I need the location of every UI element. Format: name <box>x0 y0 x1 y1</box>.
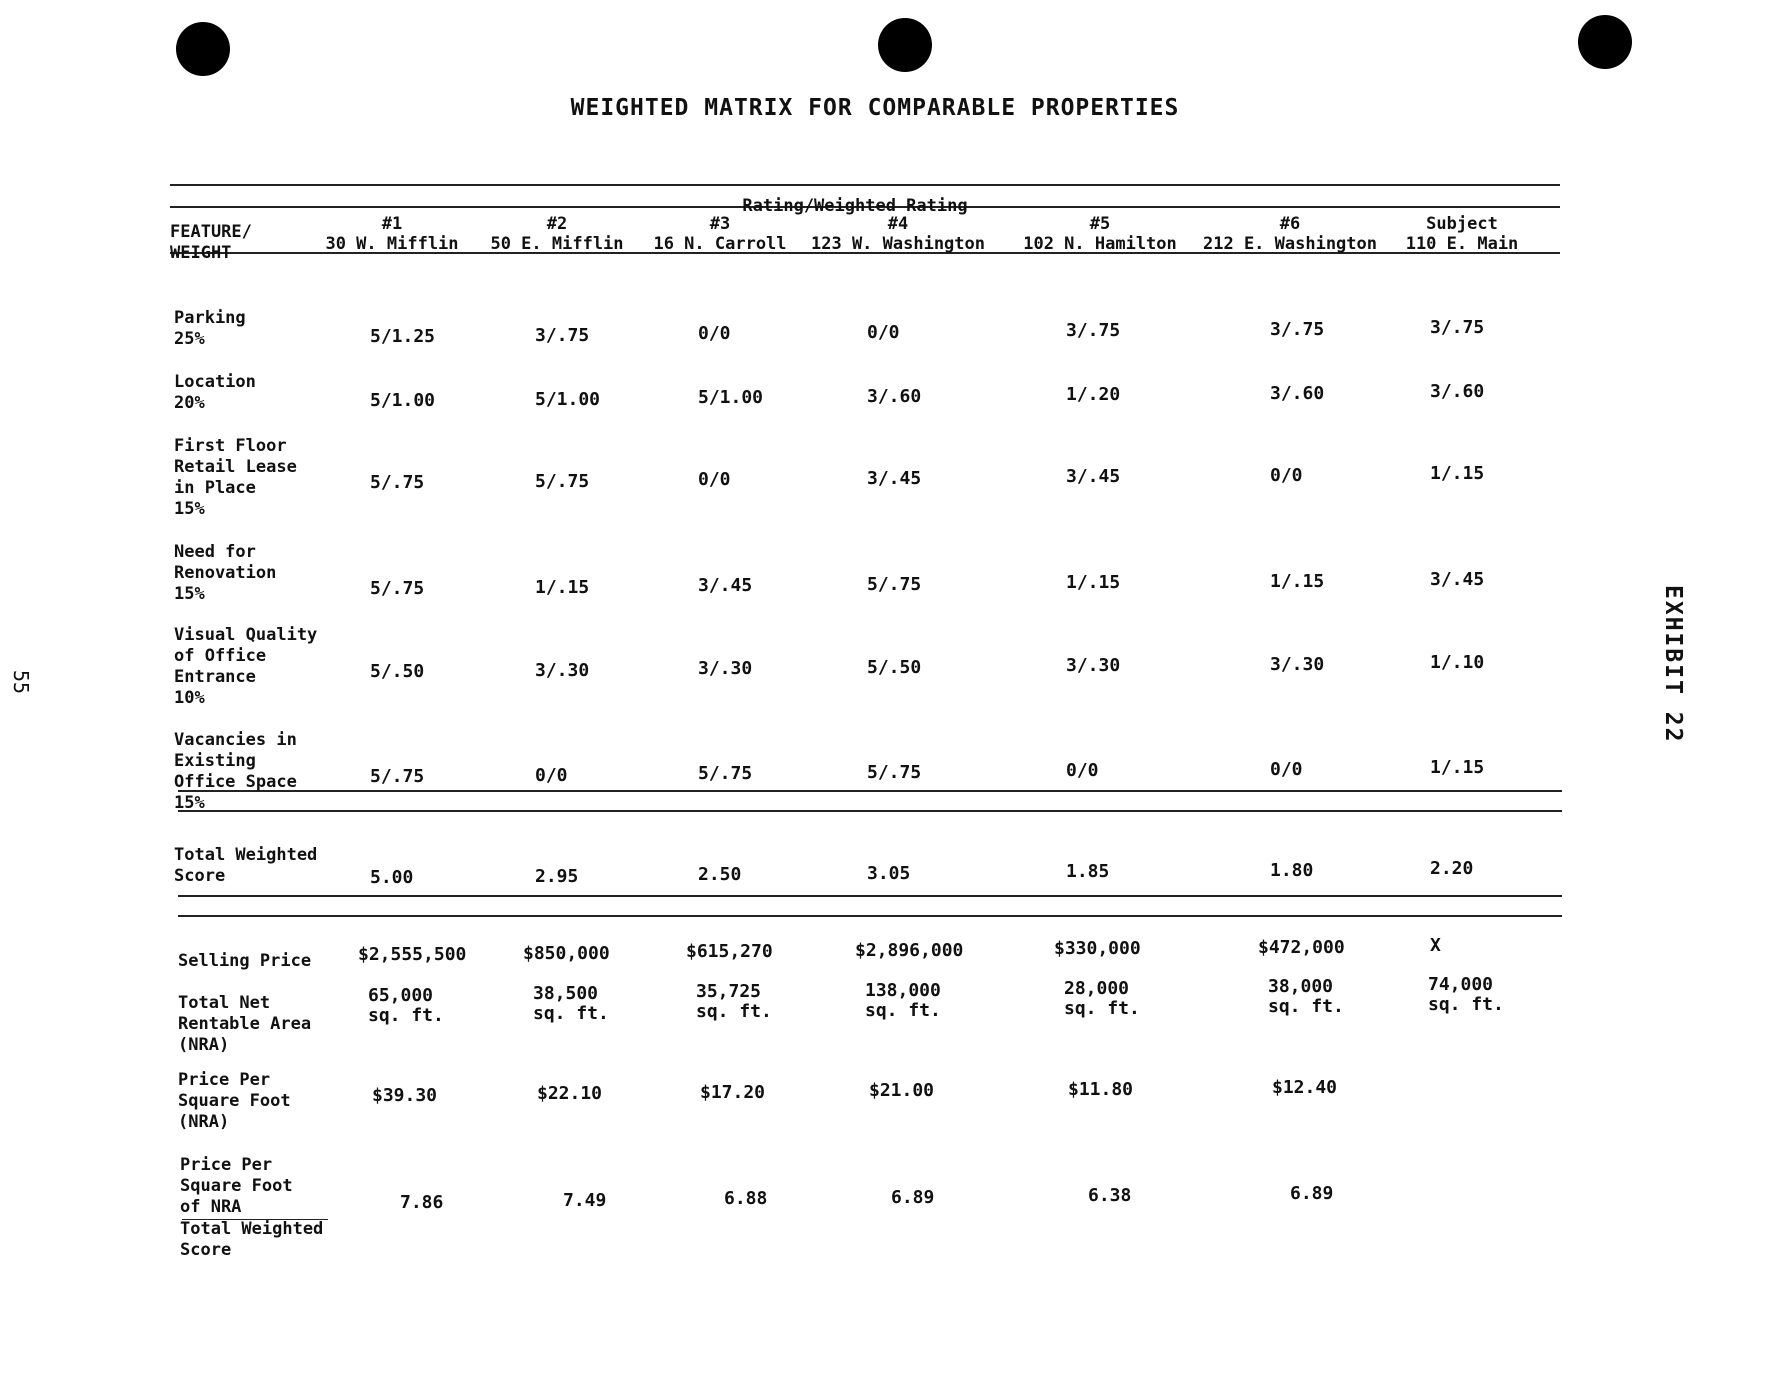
selling-price-cell: X <box>1430 935 1441 956</box>
rating-cell: 5/1.00 <box>535 388 601 410</box>
selling-price-cell: $2,896,000 <box>855 939 964 961</box>
total-score-label: Total Weighted Score <box>174 845 318 886</box>
column-number: #5 <box>1089 214 1111 234</box>
rule-before-total-1 <box>178 790 1562 792</box>
rating-cell: 5/.75 <box>535 470 590 492</box>
nra-unit: sq. ft. <box>865 999 941 1021</box>
rating-cell: 0/0 <box>535 764 568 786</box>
nra-value: 65,000 <box>368 985 434 1006</box>
ratio-cell: 7.49 <box>563 1190 607 1212</box>
column-address: 123 W. Washington <box>811 234 985 254</box>
selling-price-cell: $330,000 <box>1054 938 1141 959</box>
span-header: Rating/Weighted Rating <box>742 196 968 216</box>
nra-cell <box>368 986 444 1026</box>
price-per-sqft-cell: $12.40 <box>1272 1077 1338 1098</box>
column-address: 50 E. Mifflin <box>490 234 624 254</box>
ratio-label-numerator: Price Per Square Foot of NRA <box>180 1155 293 1217</box>
rating-cell: 3/.60 <box>1430 381 1485 402</box>
selling-price-cell: $850,000 <box>523 942 610 964</box>
rating-cell: 3/.30 <box>1270 653 1325 675</box>
exhibit-label: EXHIBIT 22 <box>1660 585 1686 744</box>
total-score-cell: 2.95 <box>535 865 579 887</box>
rating-cell: 3/.75 <box>535 324 590 346</box>
nra-value: 74,000 <box>1428 974 1494 996</box>
punch-hole <box>1578 15 1632 69</box>
price-per-sqft-label: Price Per Square Foot (NRA) <box>178 1070 291 1132</box>
feature-weight-header: FEATURE/ WEIGHT <box>170 222 252 263</box>
feature-label: Need for Renovation 15% <box>174 542 277 604</box>
rating-cell: 0/0 <box>1270 758 1303 780</box>
nra-cell <box>865 981 941 1021</box>
nra-cell <box>533 984 609 1024</box>
column-address: 110 E. Main <box>1405 234 1519 254</box>
column-number: #3 <box>709 214 731 234</box>
feature-label: Visual Quality of Office Entrance 10% <box>174 625 318 708</box>
rating-cell: 0/0 <box>1066 760 1099 781</box>
rating-cell: 3/.75 <box>1270 318 1325 340</box>
nra-unit: sq. ft. <box>1428 994 1504 1016</box>
column-address: 30 W. Mifflin <box>325 234 459 254</box>
column-address: 212 E. Washington <box>1203 234 1377 254</box>
rating-cell: 3/.30 <box>1066 655 1121 676</box>
price-per-sqft-cell: $11.80 <box>1068 1078 1134 1100</box>
feature-label: First Floor Retail Lease in Place 15% <box>174 436 297 519</box>
rating-cell: 3/.75 <box>1430 317 1485 338</box>
rating-cell: 3/.30 <box>535 659 590 681</box>
rating-cell: 5/1.00 <box>698 387 764 408</box>
rating-cell: 1/.15 <box>1270 570 1325 592</box>
column-header <box>1010 214 1190 254</box>
rating-cell: 1/.15 <box>1430 757 1485 778</box>
rating-cell: 3/.45 <box>867 467 922 489</box>
rating-cell: 5/.75 <box>867 573 922 595</box>
nra-cell <box>1268 977 1344 1017</box>
column-header <box>467 214 647 254</box>
rating-cell: 5/.75 <box>370 578 425 599</box>
page-number: 55 <box>9 670 33 695</box>
column-number: #4 <box>887 214 909 234</box>
rating-cell: 1/.15 <box>535 576 590 598</box>
rule-before-total-2 <box>178 810 1562 812</box>
rating-cell: 1/.15 <box>1430 463 1485 484</box>
rating-cell: 5/.50 <box>867 656 922 678</box>
nra-value: 35,725 <box>696 981 762 1003</box>
feature-label: Parking 25% <box>174 308 246 349</box>
total-score-cell: 3.05 <box>867 862 911 884</box>
total-score-cell: 1.85 <box>1066 861 1110 882</box>
total-score-cell: 5.00 <box>370 867 414 888</box>
rating-cell: 0/0 <box>698 469 731 490</box>
rule-after-total-2 <box>178 915 1562 917</box>
rating-cell: 1/.15 <box>1066 572 1121 593</box>
column-header <box>1200 214 1380 254</box>
selling-price-cell: $472,000 <box>1258 936 1345 958</box>
rating-cell: 1/.10 <box>1430 652 1485 673</box>
column-number: Subject <box>1426 214 1498 234</box>
column-number: #2 <box>546 214 568 234</box>
total-score-cell: 2.50 <box>698 864 742 885</box>
rating-cell: 5/.75 <box>370 472 425 493</box>
nra-cell <box>696 982 772 1022</box>
nra-cell <box>1428 975 1504 1015</box>
ratio-cell: 6.38 <box>1088 1184 1132 1206</box>
rating-cell: 3/.75 <box>1066 320 1121 341</box>
nra-value: 38,500 <box>533 983 599 1005</box>
rating-cell: 3/.60 <box>1270 382 1325 404</box>
rating-cell: 5/.50 <box>370 661 425 682</box>
rating-cell: 5/.75 <box>867 761 922 783</box>
price-per-sqft-cell: $39.30 <box>372 1085 438 1106</box>
selling-price-cell: $2,555,500 <box>358 944 467 965</box>
nra-unit: sq. ft. <box>696 1001 772 1023</box>
punch-hole <box>176 22 230 76</box>
punch-hole <box>878 18 932 72</box>
feature-label: Vacancies in Existing Office Space 15% <box>174 730 297 813</box>
rating-cell: 0/0 <box>867 321 900 343</box>
rating-cell: 5/.75 <box>370 766 425 787</box>
nra-value: 28,000 <box>1064 977 1130 999</box>
rating-cell: 3/.60 <box>867 385 922 407</box>
rating-cell: 5/1.25 <box>370 326 436 347</box>
column-address: 102 N. Hamilton <box>1023 234 1177 254</box>
column-number: #1 <box>381 214 403 234</box>
nra-unit: sq. ft. <box>1064 997 1140 1019</box>
price-per-sqft-cell: $17.20 <box>700 1081 766 1103</box>
rating-cell: 3/.45 <box>698 575 753 596</box>
rating-cell: 0/0 <box>698 323 731 344</box>
feature-label: Location 20% <box>174 372 256 413</box>
nra-label: Total Net Rentable Area (NRA) <box>178 993 312 1055</box>
ratio-cell: 6.89 <box>891 1186 935 1208</box>
selling-price-label: Selling Price <box>178 951 312 971</box>
rating-cell: 3/.30 <box>698 658 753 679</box>
ratio-label-denominator: Total Weighted Score <box>180 1219 324 1260</box>
column-header <box>808 214 988 254</box>
page-title: WEIGHTED MATRIX FOR COMPARABLE PROPERTIES <box>570 95 1180 121</box>
column-header <box>1372 214 1552 254</box>
rating-cell: 5/.75 <box>698 763 753 784</box>
total-score-cell: 2.20 <box>1430 858 1474 879</box>
total-score-cell: 1.80 <box>1270 859 1314 881</box>
ratio-cell: 6.88 <box>724 1188 768 1210</box>
nra-value: 138,000 <box>865 979 941 1001</box>
nra-value: 38,000 <box>1268 976 1334 997</box>
ratio-cell: 7.86 <box>400 1192 444 1213</box>
selling-price-cell: $615,270 <box>686 941 773 962</box>
column-header <box>302 214 482 254</box>
ratio-cell: 6.89 <box>1290 1183 1334 1204</box>
rating-cell: 1/.20 <box>1066 384 1121 405</box>
nra-unit: sq. ft. <box>368 1005 444 1026</box>
column-header <box>630 214 810 254</box>
rule-after-total-1 <box>178 895 1562 897</box>
nra-cell <box>1064 979 1140 1019</box>
column-number: #6 <box>1279 214 1301 234</box>
price-per-sqft-cell: $21.00 <box>869 1080 935 1102</box>
column-address: 16 N. Carroll <box>653 234 787 254</box>
nra-unit: sq. ft. <box>533 1003 609 1025</box>
nra-unit: sq. ft. <box>1268 996 1344 1017</box>
price-per-sqft-cell: $22.10 <box>537 1083 603 1105</box>
rating-cell: 5/1.00 <box>370 390 436 411</box>
rating-cell: 0/0 <box>1270 464 1303 486</box>
rule-top <box>170 184 1560 186</box>
rating-cell: 3/.45 <box>1066 466 1121 487</box>
rating-cell: 3/.45 <box>1430 569 1485 590</box>
